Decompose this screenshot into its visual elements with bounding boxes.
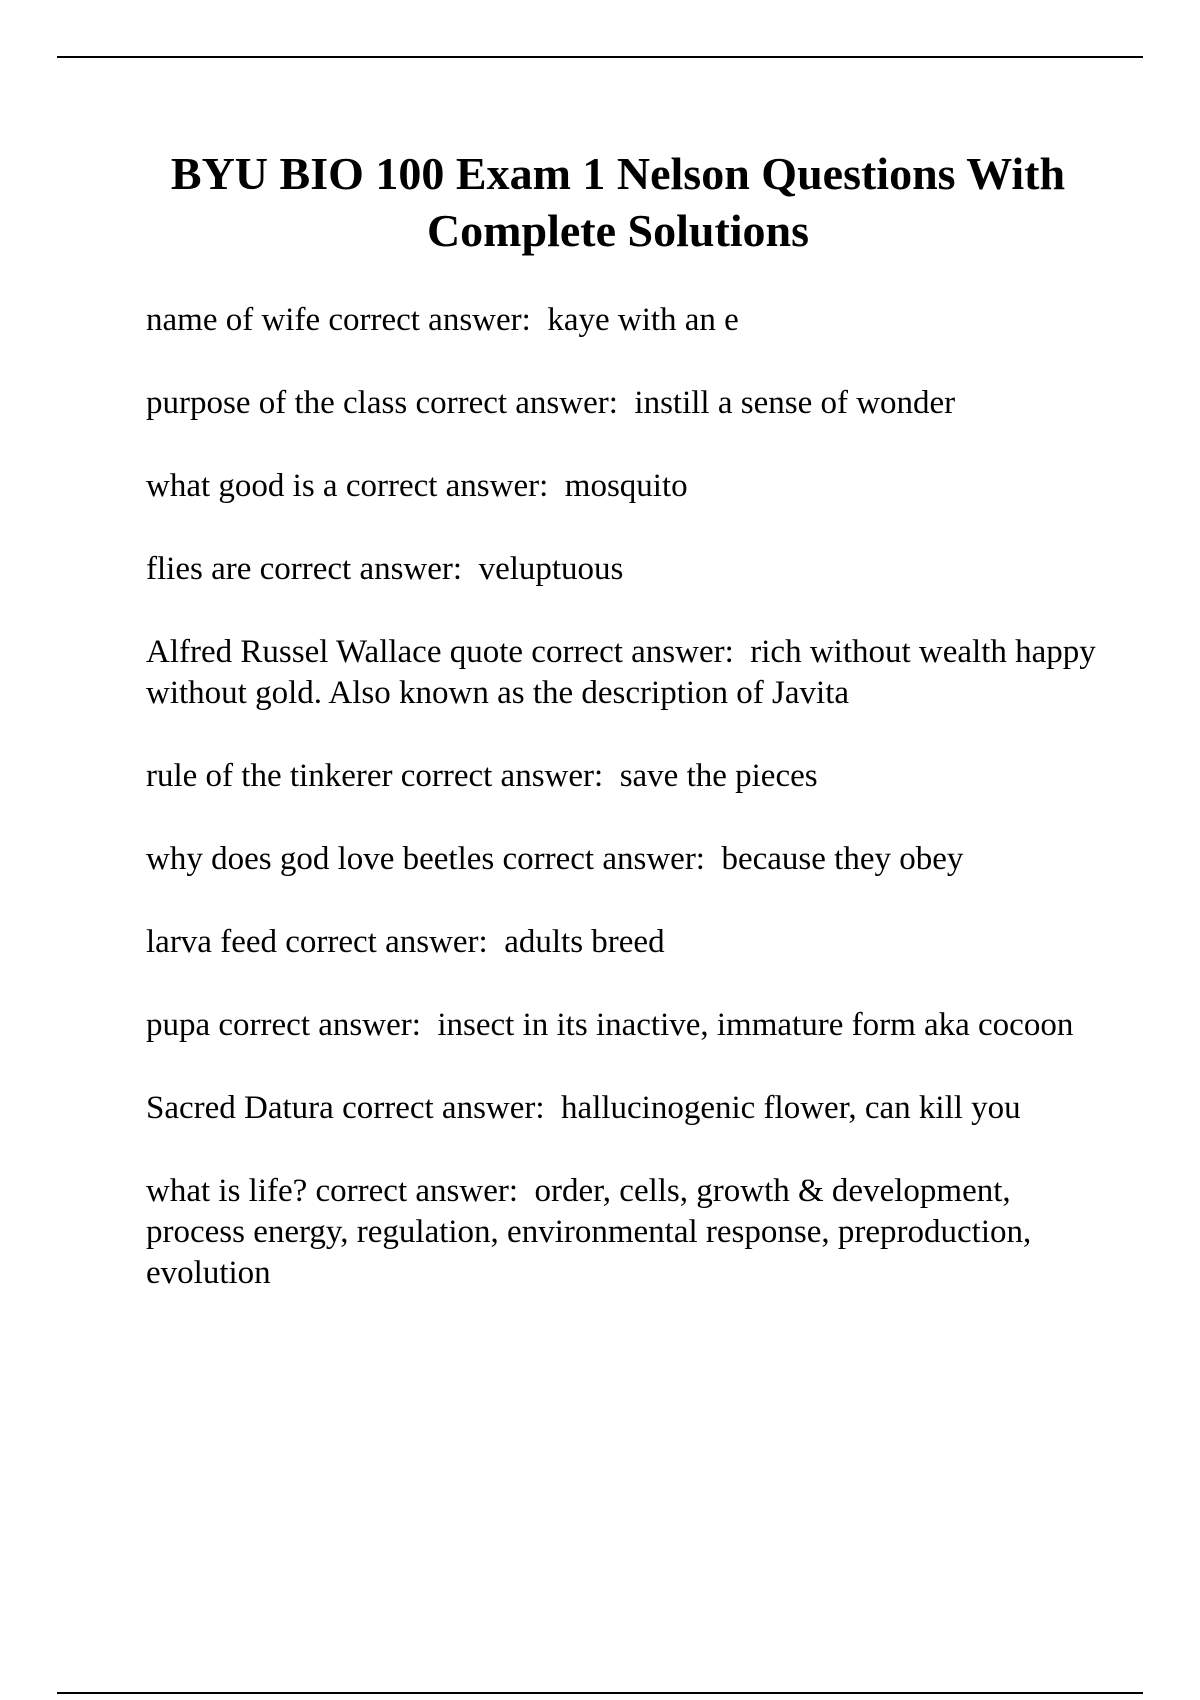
separator-text: correct answer:	[345, 468, 549, 504]
answer-text: kaye with an e	[547, 302, 739, 338]
separator-text: correct answer:	[342, 1090, 545, 1126]
question-text: Sacred Datura	[146, 1090, 334, 1126]
top-divider	[57, 56, 1143, 58]
question-text: what is life?	[146, 1173, 308, 1209]
answer-text: because they obey	[721, 841, 964, 877]
separator-text: correct answer:	[259, 551, 463, 587]
question-text: pupa	[146, 1007, 211, 1043]
qa-entry	[146, 549, 1106, 590]
question-text: Alfred Russel Wallace quote	[146, 634, 524, 670]
separator-text: correct answer:	[502, 841, 705, 877]
separator-text: correct answer:	[315, 1173, 518, 1209]
qa-entry	[146, 756, 1106, 797]
question-text: rule of the tinkerer	[146, 758, 393, 794]
qa-entry	[146, 922, 1106, 963]
separator-text: correct answer:	[218, 1007, 421, 1043]
document-title: BYU BIO 100 Exam 1 Nelson Questions With Complete Solutions	[170, 148, 1066, 256]
question-text: flies are	[146, 551, 252, 587]
separator-text: correct answer:	[415, 385, 618, 421]
question-text: why does god love beetles	[146, 841, 495, 877]
question-text: name of wife	[146, 302, 321, 338]
qa-entry	[146, 466, 1106, 507]
answer-text: order, cells, growth & development, process energy, regulation, environmental response, preproduction, evolution	[146, 1173, 1032, 1291]
bottom-divider	[57, 1692, 1143, 1694]
answer-text: veluptuous	[478, 551, 624, 587]
answer-text: mosquito	[564, 468, 688, 504]
separator-text: correct answer:	[285, 924, 488, 960]
question-text: what good is a	[146, 468, 338, 504]
answer-text: rich without wealth happy without gold. Also known as the description of Javita	[146, 634, 1096, 711]
separator-text: correct answer:	[328, 302, 531, 338]
separator-text: correct answer:	[531, 634, 734, 670]
qa-entry	[146, 1088, 1106, 1129]
answer-text: instill a sense of wonder	[634, 385, 956, 421]
qa-entry	[146, 383, 1106, 424]
qa-entry	[146, 839, 1106, 880]
qa-entry	[146, 632, 1106, 714]
qa-list	[146, 300, 1106, 1336]
answer-text: insect in its inactive, immature form aka cocoon	[437, 1007, 1074, 1043]
answer-text: hallucinogenic flower, can kill you	[561, 1090, 1021, 1126]
qa-entry	[146, 1005, 1106, 1046]
answer-text: save the pieces	[619, 758, 818, 794]
qa-entry	[146, 1171, 1106, 1294]
question-text: larva feed	[146, 924, 277, 960]
separator-text: correct answer:	[400, 758, 604, 794]
question-text: purpose of the class	[146, 385, 408, 421]
answer-text: adults breed	[504, 924, 665, 960]
qa-entry	[146, 300, 1106, 341]
